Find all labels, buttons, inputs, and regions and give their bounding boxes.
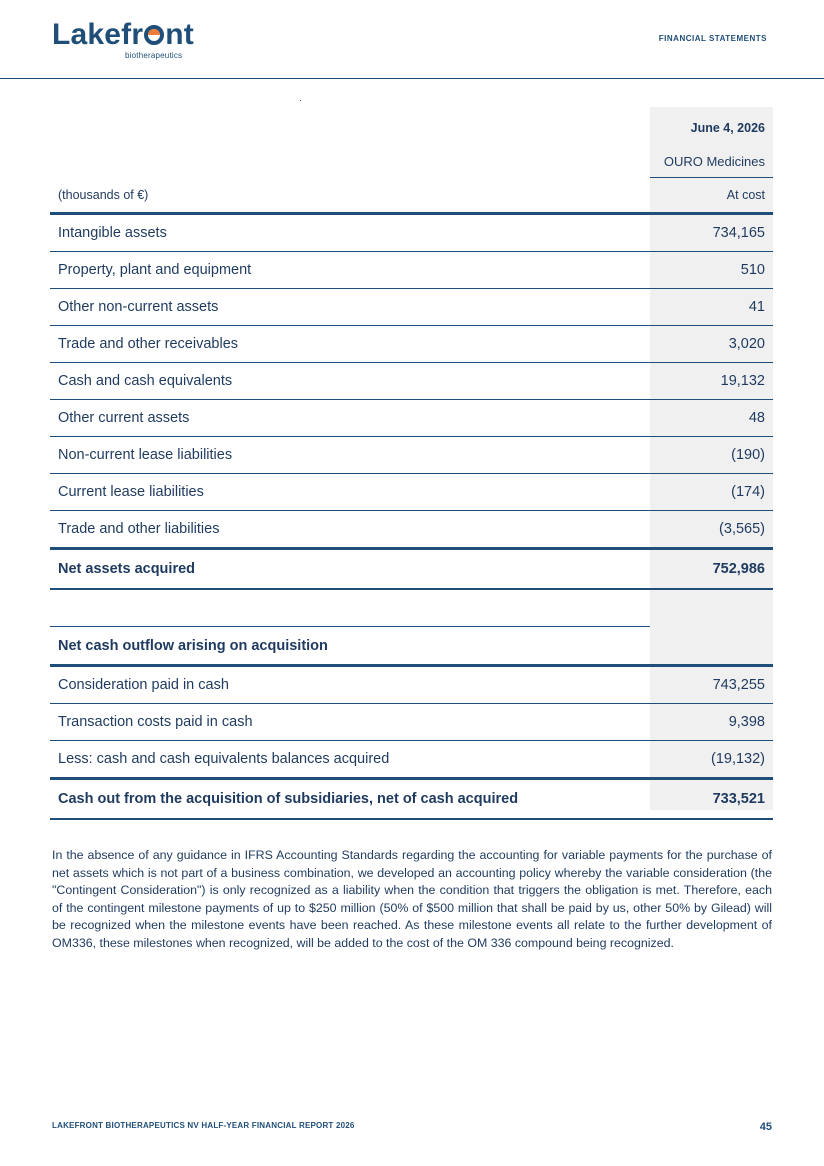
cash-total-value: 733,521 bbox=[650, 779, 773, 820]
table-row bbox=[50, 474, 773, 511]
accounting-policy-note: In the absence of any guidance in IFRS Accounting Standards regarding the accounting for variable payments for the purchase of net assets which is not part of a business combination, we developed an accounting policy whereby the variable consideration (the "Contingent Consideration") is only recognized as a liability when the condition that triggers the obligation is met. Therefore, each of the contingent milestone payments of up to $250 million (50% of $500 million that shall be paid by us, other 50% by Gilead) will be recognized when the milestone events have been reached. As these milestone events all relate to the further development of OM336, these milestones when recognized, will be added to the cost of the OM 336 compound being recognized. bbox=[52, 848, 772, 950]
basis-header: At cost bbox=[650, 178, 773, 214]
row-value: 3,020 bbox=[650, 326, 773, 363]
row-label: Trade and other receivables bbox=[50, 326, 650, 363]
cash-total-row bbox=[50, 779, 773, 820]
table-row bbox=[50, 363, 773, 400]
header-row-date bbox=[50, 107, 773, 146]
row-value: (19,132) bbox=[650, 741, 773, 779]
table-row bbox=[50, 511, 773, 549]
row-label: Other non-current assets bbox=[50, 289, 650, 326]
table-row bbox=[50, 289, 773, 326]
row-label: Current lease liabilities bbox=[50, 474, 650, 511]
table-row bbox=[50, 400, 773, 437]
table-row bbox=[50, 741, 773, 779]
table-row bbox=[50, 326, 773, 363]
row-value: 510 bbox=[650, 252, 773, 289]
row-value: (174) bbox=[650, 474, 773, 511]
table-row bbox=[50, 252, 773, 289]
page-number: 45 bbox=[759, 1121, 772, 1133]
row-label: Cash and cash equivalents bbox=[50, 363, 650, 400]
header-row-entity bbox=[50, 146, 773, 178]
net-assets-row bbox=[50, 549, 773, 590]
section-title: FINANCIAL STATEMENTS bbox=[658, 34, 767, 43]
row-label: Transaction costs paid in cash bbox=[50, 704, 650, 741]
row-value: (190) bbox=[650, 437, 773, 474]
cash-total-label: Cash out from the acquisition of subsidiaries, net of cash acquired bbox=[50, 779, 650, 820]
row-label: Trade and other liabilities bbox=[50, 511, 650, 549]
header-empty-cell bbox=[50, 107, 650, 146]
logo-subtitle: biotherapeutics bbox=[125, 51, 183, 60]
logo-wordmark bbox=[52, 20, 194, 50]
page-header bbox=[0, 0, 824, 79]
entity-header: OURO Medicines bbox=[650, 146, 773, 178]
row-label: Less: cash and cash equivalents balances acquired bbox=[50, 741, 650, 779]
acquisition-table-container bbox=[50, 107, 773, 820]
header-row-units bbox=[50, 178, 773, 214]
logo-word-start: Lakefr bbox=[52, 18, 144, 51]
header-empty-cell bbox=[50, 146, 650, 178]
logo-o-icon bbox=[144, 25, 164, 45]
net-assets-value: 752,986 bbox=[650, 549, 773, 590]
spacer-row bbox=[50, 589, 773, 627]
date-header: June 4, 2026 bbox=[690, 120, 765, 135]
table-row bbox=[50, 704, 773, 741]
row-value: 734,165 bbox=[650, 214, 773, 252]
cash-section-empty bbox=[650, 627, 773, 666]
row-label: Non-current lease liabilities bbox=[50, 437, 650, 474]
row-label: Intangible assets bbox=[50, 214, 650, 252]
table-row bbox=[50, 214, 773, 252]
spacer-cell bbox=[650, 589, 773, 627]
row-value: 743,255 bbox=[650, 666, 773, 704]
table-row bbox=[50, 437, 773, 474]
net-assets-label: Net assets acquired bbox=[50, 549, 650, 590]
row-value: 41 bbox=[650, 289, 773, 326]
table-row bbox=[50, 666, 773, 704]
row-label: Other current assets bbox=[50, 400, 650, 437]
footer-report-title: LAKEFRONT BIOTHERAPEUTICS NV HALF-YEAR FINANCIAL REPORT 2026 bbox=[52, 1121, 355, 1130]
acquisition-table bbox=[50, 107, 773, 820]
company-logo bbox=[52, 18, 194, 60]
cash-section-title: Net cash outflow arising on acquisition bbox=[50, 627, 650, 666]
row-label: Consideration paid in cash bbox=[50, 666, 650, 704]
unit-label: (thousands of €) bbox=[50, 178, 650, 214]
row-label: Property, plant and equipment bbox=[50, 252, 650, 289]
logo-word-end: nt bbox=[165, 18, 194, 51]
row-value: 19,132 bbox=[650, 363, 773, 400]
row-value: 9,398 bbox=[650, 704, 773, 741]
row-value: 48 bbox=[650, 400, 773, 437]
row-value: (3,565) bbox=[650, 511, 773, 549]
cash-section-row bbox=[50, 627, 773, 666]
stray-dot bbox=[300, 100, 301, 101]
spacer-cell bbox=[50, 589, 650, 627]
